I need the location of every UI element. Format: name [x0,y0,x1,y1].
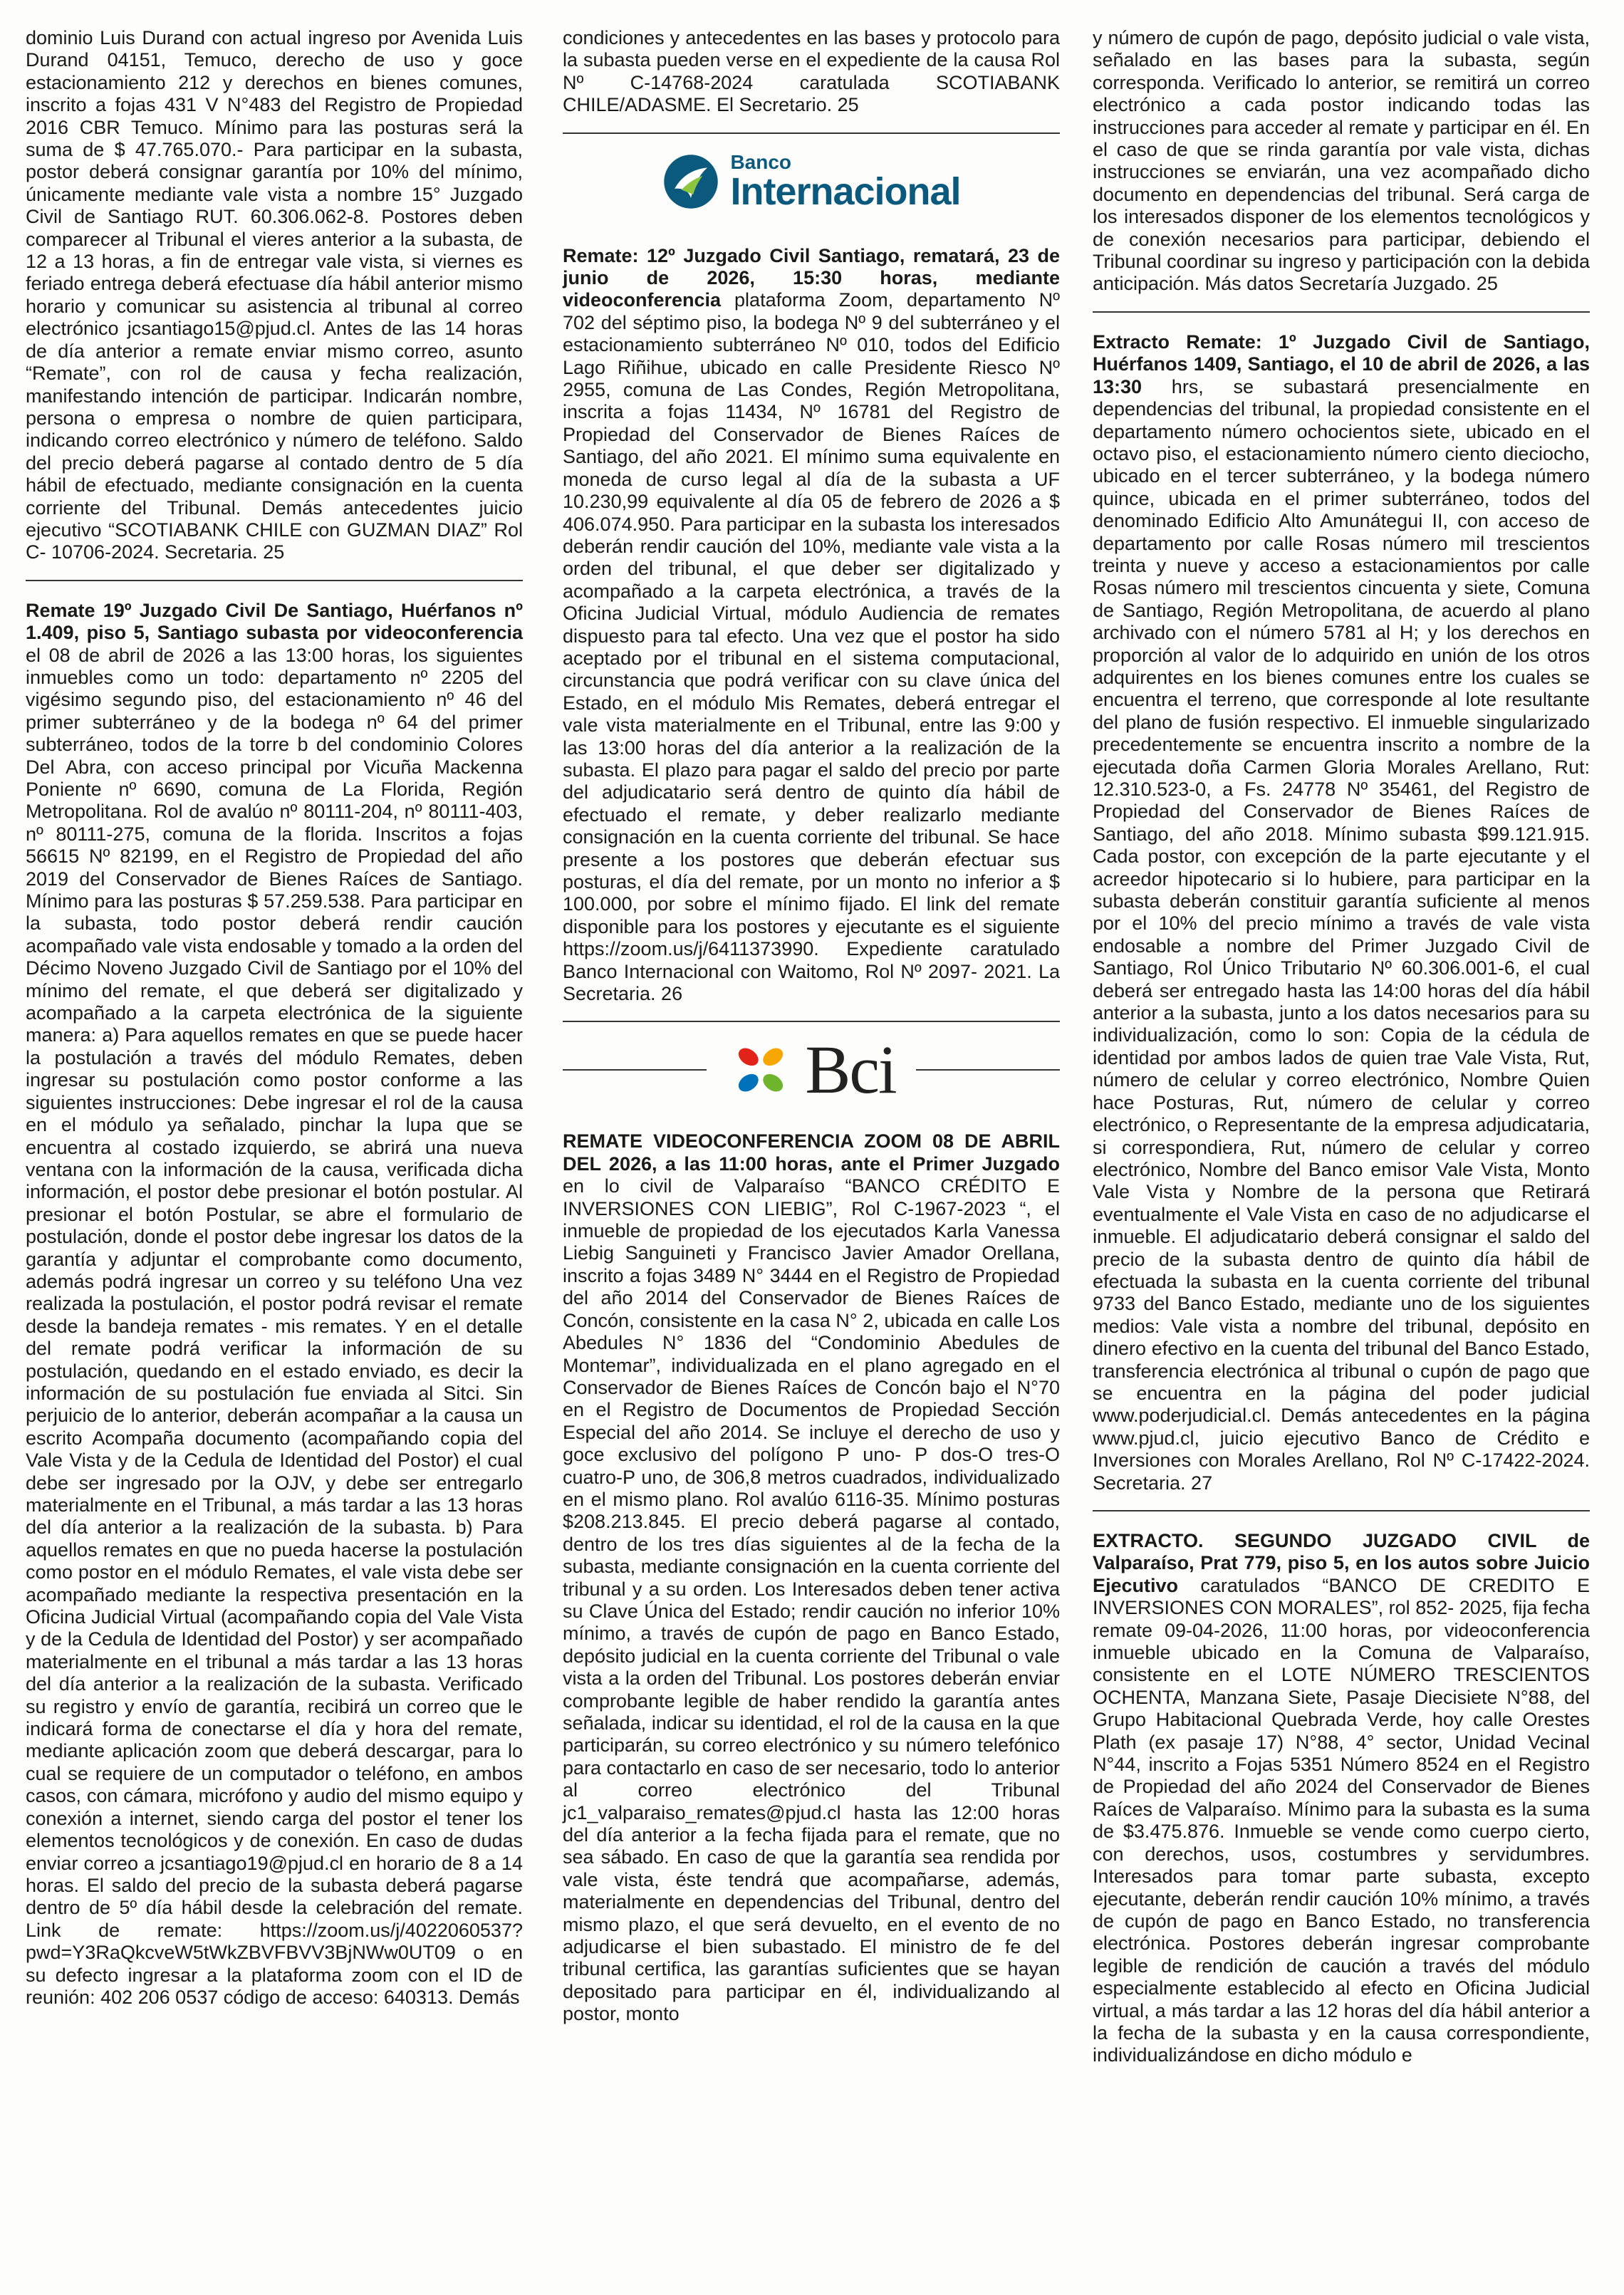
notice-heading: Extracto Remate: 1º Juzgado Civil de Santiago, Huérfanos 1409, Santiago, el 10 de abril de 2026, a las 13:30 [1093,331,1590,397]
brand-big-text: Internacional [730,170,961,213]
notice-body: plataforma Zoom, departamento Nº 702 del séptimo piso, la bodega Nº 9 del subterráneo y el estacionamiento subterráneo Nº 010, todos del Edificio Lago Riñihue, ubicado en calle Presidente Riesco Nº 2955, comuna de Las Condes, Región Metropolitana, inscrita a fojas 11434, Nº 16781 del Registro de Propiedad del Conservador de Bienes Raíces de Santiago, del año 2021. El mínimo suma equivalente en moneda de curso legal al día de la subasta a UF 10.230,99 equivalente al día 05 de febrero de 2026 a $ 406.074.950. Para participar en la subasta los interesados deberán rendir caución del 10%, mediante vale vista a la orden del tribunal, el que deber ser digitalizado y acompañado a la carpeta electrónica, a través de la Oficina Judicial Virtual, módulo Audiencia de remates dispuesto para tal efecto. Una vez que el postor ha sido aceptado por el tribunal en el sistema computacional, circunstancia que podrá verificar con su clave única del Estado, en el módulo Mis Remates, deberá entregar el vale vista materialmente en el Tribunal, entre las 9:00 y las 13:00 horas del día anterior a la realización de la subasta. El plazo para pagar el saldo del precio por parte del adjudicatario será dentro de quinto día hábil de efectuado el remate, y deber realizarlo mediante consignación en la cuenta corriente del tribunal. Se hace presente a los postores que deberán efectuar sus posturas, el día del remate, por un monto no inferior a $ 100.000, por sobre el mínimo fijado. El link del remate disponible para los postores y ejecutante es el siguiente https://zoom.us/j/6411373990. Expediente caratulado Banco Internacional con Waitomo, Rol Nº 2097- 2021. La Secretaria. 26 [563,289,1060,1005]
column-2 [563,27,1060,2026]
notice-12-juzgado [563,245,1060,1006]
logo-rule-right [916,1069,1060,1071]
divider [26,580,523,581]
notice-scotiabank-adasme [563,27,1060,117]
bci-icon [727,1039,795,1100]
notice-body: en lo civil de Valparaíso “BANCO CRÉDITO E INVERSIONES CON LIEBIG”, Rol C-1967-2023 “, el inmueble de propiedad de los ejecutados Karla Vanessa Liebig Sanguineti y Francisco Javier Amador Orellana, inscrito a fojas 3489 N° 3444 en el Registro de Propiedad del año 2014 del Conservador de Bienes Raíces de Concón, consistente en la casa N° 2, ubicada en calle Los Abedules N° 1836 del “Condominio Abedules de Montemar”, individualizada en el plano agregado en el Conservador de Bienes Raíces de Concón bajo el N°70 en el Registro de Documentos de Propiedad Sección Especial del año 2014. Se incluye el derecho de uso y goce exclusivo del polígono P uno- P dos-O tres-O cuatro-P uno, de 306,8 metros cuadrados, individualizado en el mismo plano. Rol avalúo 6116-35. Mínimo posturas $208.213.845. El precio deberá pagarse al contado, dentro de los tres días siguientes al de la fecha de la subasta, mediante consignación en la cuenta corriente del tribunal y a su orden. Los Interesados deben tener activa su Clave Única del Estado; rendir caución no inferior 10% mínimo, a través de cupón de pago en Banco Estado, depósito judicial en la cuenta corriente del Tribunal o vale vista a la orden del Tribunal. Los postores deberán enviar comprobante legible de haber rendido la garantía antes señalada, indicar su identidad, el rol de la causa en la que participarán, su correo electrónico y su número telefónico para contactarlo en caso de ser necesario, todo lo anterior al correo electrónico del Tribunal jc1_valparaiso_remates@pjud.cl hasta las 12:00 horas del día anterior a la fecha fijada para el remate, que no sea sábado. En caso de que la garantía sea rendida por vale vista, éste tendrá que acompañarse, además, materialmente en dependencias del Tribunal, dentro del mismo plazo, el que será devuelto, en el evento de no adjudicarse el bien subastado. El ministro de fe del tribunal certifica, las garantías suficientes que se hayan depositado para participar en él, individualizando al postor, monto [563,1175,1060,2025]
bci-brand-text: Bci [805,1031,896,1108]
notice-body: y número de cupón de pago, depósito judicial o vale vista, señalado en las bases para la subasta, según corresponda. Verificado lo anterior, se remitirá un correo electrónico a cada postor indicando todas las instrucciones para acceder al remate y participar en él. En el caso de que se rinda garantía por vale vista, dichas instrucciones se enviarán, una vez acompañado dicho documento en dependencias del tribunal. Será carga de los interesados disponer de los elementos tecnológicos y de conexión necesarios para participar, debiendo el Tribunal coordinar su ingreso y participación con la debida anticipación. Más datos Secretaría Juzgado. 25 [1093,27,1590,295]
notice-valparaiso-liebig [563,1130,1060,2025]
bci-logo [727,1031,896,1108]
notice-body: condiciones y antecedentes en las bases y protocolo para la subasta pueden verse en el expediente de la causa Rol Nº C-14768-2024 caratulada SCOTIABANK CHILE/ADASME. El Secretario. 25 [563,27,1060,116]
bci-logo-row [563,1028,1060,1112]
notice-scotiabank-guzman [26,27,523,564]
notice-body: el 08 de abril de 2026 a las 13:00 horas, los siguientes inmuebles como un todo: departamento nº 2205 del vigésimo segundo piso, del estacionamiento nº 46 del primer subterráneo y de la bodega nº 64 del primer subterráneo, todos de la torre b del condominio Colores Del Abra, con acceso principal por Vicuña Mackenna Poniente nº 6690, comuna de La Florida, Región Metropolitana. Rol de avalúo nº 80111-204, nº 80111-403, nº 80111-275, comuna de la florida. Inscritos a fojas 56615 Nº 82199, en el Registro de Propiedad del año 2019 del Conservador de Bienes Raíces de Santiago. Mínimo para las posturas $ 57.259.538. Para participar en la subasta, todo postor deberá rendir caución acompañado vale vista endosable y tomado a la orden del Décimo Noveno Juzgado Civil de Santiago por el 10% del mínimo del remate, el que deberá ser digitalizado y acompañado a la carpeta electrónica de la siguiente manera: a) Para aquellos remates en que se puede hacer la postulación a través del módulo Remates, deben ingresar su postulación como postor conforme a las siguientes instrucciones: Debe ingresar el rol de la causa en el módulo ya señalado, pinchar la lupa que se encuentra al costado izquierdo, se abrirá una nueva ventana con la información de la causa, verificada dicha información, el postor debe presionar el botón postular. Al presionar el botón Postular, se abre el formulario de postulación, donde el postor debe ingresar los datos de la garantía y adjuntar el comprobante como documento, además podrá ingresar un correo y su teléfono Una vez realizada la postulación, el postor podrá revisar el remate desde la bandeja remates - mis remates. Y en el detalle del remate podrá verificar la información de su postulación, quedando en el estado enviado, es decir la información de su postulación fue enviada al Sitci. Sin perjuicio de lo anterior, deberán acompañar a la causa un escrito Acompaña documento (acompañando copia del Vale Vista y de la Cedula de Identidad del Postor) el cual debe ser ingresado por la OJV, y debe ser entregarlo materialmente en el Tribunal, a más tardar a las 13 horas del día anterior a la realización de la subasta. b) Para aquellos remates en que no pueda hacerse la postulación como postor en el módulo Remates, el vale vista debe ser acompañado mediante la respectiva presentación en la Oficina Judicial Virtual (acompañando copia del Vale Vista y de la Cedula de Identidad del Postor) y ser acompañado materialmente en el tribunal a más tardar a las 13 horas del día anterior a la realización de la subasta. Verificado su registro y envío de garantía, recibirá un correo que le indicará forma de conectarse el día y hora del remate, mediante aplicación zoom que deberá descargar, para lo cual se requiere de un computador o teléfono, en ambos casos, con cámara, micrófono y audio del mismo equipo y conexión a internet, siendo carga del postor el tener los elementos tecnológicos y de conexión. En caso de dudas enviar correo a jcsantiago19@pjud.cl en horario de 8 a 14 horas. El saldo del precio de la subasta deberá pagarse dentro de 5º día hábil desde la celebración del remate. Link de remate: https://zoom.us/j/4022060537?pwd=Y3RaQkcveW5tWkZBVFBVV3BjNWw0UT09 o en su defecto ingresar a la plataforma zoom con el ID de reunión: 402 206 0537 código de acceso: 640313. Demás [26,644,523,2008]
banco-internacional-logo [662,152,960,211]
notice-heading: Remate: 12º Juzgado Civil Santiago, rematará, 23 de junio de 2026, 15:30 horas, mediante videoconferencia [563,244,1060,311]
divider [563,1021,1060,1022]
notice-1-juzgado-santiago [1093,331,1590,1494]
brand-small-text: Banco [730,150,792,173]
divider [1093,311,1590,313]
column-3 [1093,27,1590,2067]
notice-19-juzgado [26,600,523,2009]
notice-segundo-juzgado-valparaiso [1093,1530,1590,2067]
divider [563,132,1060,134]
notice-heading: Remate 19º Juzgado Civil De Santiago, Huérfanos nº 1.409, piso 5, Santiago subasta por videoconferencia [26,599,523,644]
notice-continuation [1093,27,1590,296]
notice-heading: REMATE VIDEOCONFERENCIA ZOOM 08 DE ABRIL DEL 2026, a las 11:00 horas, ante el Primer Juzgado [563,1130,1060,1175]
notice-body: hrs, se subastará presencialmente en dependencias del tribunal, la propiedad consistente en el departamento número ochocientos siete, ubicado en el octavo piso, el estacionamiento número ciento dieciocho, ubicado en el tercer subterráneo, y la bodega número quince, ubicada en el primer subterráneo, todos del denominado Edificio Alto Amunátegui II, con acceso de departamento por calle Rosas número mil trescientos treinta y nueve y acceso a estacionamientos por calle Rosas número mil trescientos cincuenta y siete, Comuna de Santiago, Región Metropolitana, de acuerdo al plano archivado con el número 5781 al H; y los derechos en proporción al valor de lo adquirido en unión de los otros adquirentes en los bienes comunes entre los cuales se encuentra el terreno, que corresponde al lote resultante del plano de fusión respectivo. El inmueble singularizado precedentemente se encuentra inscrito a nombre de la ejecutada doña Carmen Gloria Morales Arellano, Rut: 12.310.523-0, a Fs. 24778 Nº 35461, del Registro de Propiedad del Conservador de Bienes Raíces de Santiago, del año 2018. Mínimo subasta $99.121.915. Cada postor, con excepción de la parte ejecutante y el acreedor hipotecario si lo hubiere, para participar en la subasta deberán constituir garantía suficiente al menos por el 10% del precio mínimo a través de vale vista endosable a nombre del Primer Juzgado Civil de Santiago, Rol Único Tributario Nº 60.306.001-6, el cual deberá ser entregado hasta las 14:00 horas del día hábil anterior a la subasta, junto a los datos necesarios para su individualización, como lo son: Copia de la cédula de identidad por ambos lados de quien trae Vale Vista, Rut, número de celular y correo electrónico, Nombre Quien hace Posturas, Rut, número de celular y correo electrónico, o Representante de la empresa adjudicataria, si correspondiera, Rut, número de celular y correo electrónico, Nombre del Banco emisor Vale Vista, Monto Vale Vista y Nombre de la persona que Retirará eventualmente el Vale Vista en caso de no adjudicarse el inmueble. El adjudicatario deberá consignar el saldo del precio de la subasta dentro de quinto día hábil de efectuada la subasta en la cuenta corriente del tribunal 9733 del Banco Estado, mediante uno de los siguientes medios: Vale vista a nombre del tribunal, depósito en dinero efectivo en la cuenta del tribunal del Banco Estado, transferencia electrónica al tribunal o cupón de pago que se encuentra en la página del poder judicial www.poderjudicial.cl. Demás antecedentes en la página www.pjud.cl, juicio ejecutivo Banco de Crédito e Inversiones con Morales Arellano, Rol Nº C-17422-2024. Secretaria. 27 [1093,375,1590,1494]
notice-body: dominio Luis Durand con actual ingreso por Avenida Luis Durand 04151, Temuco, derecho de uso y goce estacionamiento 212 y derechos en bienes comunes, inscrito a fojas 431 V N°483 del Registro de Propiedad 2016 CBR Temuco. Mínimo para las posturas será la suma de $ 47.765.070.- Para participar en la subasta, postor deberá consignar garantía por 10% del mínimo, únicamente mediante vale vista a nombre 15° Juzgado Civil de Santiago RUT. 60.306.062-8. Postores deben comparecer al Tribunal el vieres anterior a la subasta, de 12 a 13 horas, a fin de entregar vale vista, si viernes es feriado entrega deberá efectuase día hábil anterior mismo horario y comunicar su asistencia al tribunal al correo electrónico jcsantiago15@pjud.cl. Antes de las 14 horas de día anterior a remate enviar mismo correo, asunto “Remate”, con rol de causa y fecha realización, manifestando intención de participar. Indicarán nombre, persona o empresa o nombre de quien participara, indicando correo electrónico y número de teléfono. Saldo del precio deberá pagarse al contado dentro de 5 día hábil de efectuado, mediante consignación en la cuenta corriente del Tribunal. Demás antecedentes juicio ejecutivo “SCOTIABANK CHILE con GUZMAN DIAZ” Rol C- 10706-2024. Secretaria. 25 [26,27,523,563]
column-1 [26,27,523,2009]
banco-internacional-logo-row [563,140,1060,224]
banco-internacional-icon [662,152,720,211]
notice-body: caratulados “BANCO DE CREDITO E INVERSIONES CON MORALES”, rol 852- 2025, fija fecha remate 09-04-2026, 11:00 horas, por videoconferencia inmueble ubicado en la Comuna de Valparaíso, consistente en el LOTE NÚMERO TRESCIENTOS OCHENTA, Manzana Siete, Pasaje Diecisiete N°88, del Grupo Habitacional Quebrada Verde, hoy calle Orestes Plath (ex pasaje 17) N°88, 4° sector, Unidad Vecinal N°44, inscrito a Fojas 5351 Número 8524 en el Registro de Propiedad del año 2024 del Conservador de Bienes Raíces de Valparaíso. Mínimo para la subasta es la suma de $3.475.876. Inmueble se vende como cuerpo cierto, con derechos, usos, costumbres y servidumbres. Interesados para tomar parte subasta, excepto ejecutante, deberán rendir caución 10% mínimo, a través de cupón de pago en Banco Estado, no transferencia electrónica. Postores deberán ingresar comprobante legible de rendición de caución a través del módulo especialmente establecido al efecto en Oficina Judicial virtual, a más tardar a las 12 horas del día hábil anterior a la fecha de la subasta y en la causa correspondiente, individualizándose en dicho módulo e [1093,1574,1590,2066]
divider [1093,1510,1590,1511]
logo-rule-left [563,1069,707,1071]
notice-heading: EXTRACTO. SEGUNDO JUZGADO CIVIL de Valparaíso, Prat 779, piso 5, en los autos sobre Juicio Ejecutivo [1093,1530,1590,1596]
